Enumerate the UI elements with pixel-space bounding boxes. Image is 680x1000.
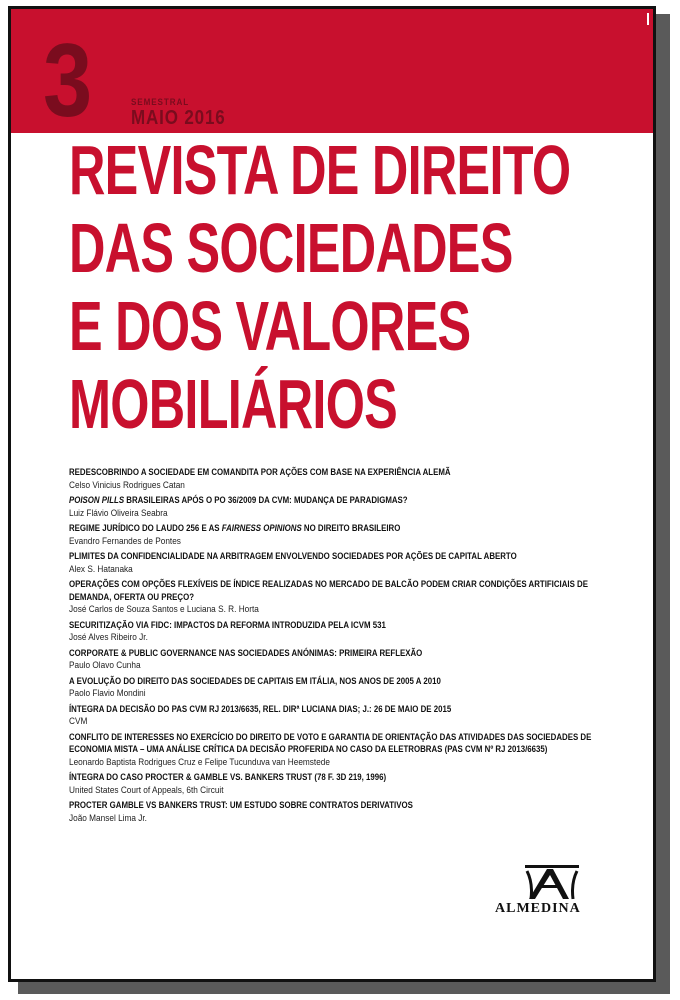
journal-title [69, 131, 656, 443]
toc-title: ÍNTEGRA DA DECISÃO DO PAS CVM RJ 2013/6635, REL. DIRª LUCIANA DIAS; J.: 26 DE MAIO DE 2015 [69, 703, 452, 715]
title-line: REVISTA DE DIREITO [69, 131, 571, 209]
toc-title-start: REGIME JURÍDICO DO LAUDO 256 E AS [69, 523, 222, 534]
toc-title: PLIMITES DA CONFIDENCIALIDADE NA ARBITRAGEM ENVOLVENDO SOCIEDADES POR AÇÕES DE CAPITAL ABERTO [69, 551, 517, 562]
title-line: DAS SOCIEDADES [69, 209, 513, 287]
toc-entry [69, 523, 609, 548]
toc-author: Luiz Flávio Oliveira Seabra [69, 507, 168, 519]
book-cover [8, 6, 656, 982]
toc-author: CVM [69, 716, 88, 728]
toc-title-italic: FAIRNESS OPINIONS [221, 523, 302, 534]
toc-author: Celso Vinicius Rodrigues Catan [69, 479, 185, 491]
toc-entry [69, 732, 609, 770]
toc-entry [69, 495, 609, 520]
toc-entry [69, 620, 609, 645]
toc-author: José Carlos de Souza Santos e Luciana S. R. Horta [69, 604, 259, 616]
toc-title: REDESCOBRINDO A SOCIEDADE EM COMANDITA POR AÇÕES COM BASE NA EXPERIÊNCIA ALEMÃ [69, 467, 451, 478]
toc-title: ÍNTEGRA DO CASO PROCTER & GAMBLE VS. BANKERS TRUST (78 F. 3D 219, 1996) [69, 772, 387, 784]
toc-entry [69, 467, 609, 492]
toc-title: OPERAÇÕES COM OPÇÕES FLEXÍVEIS DE ÍNDICE REALIZADAS NO MERCADO DE BALCÃO PODEM CRIAR CONDIÇÕES ARTIFICIAIS DE DEMANDA, OFERTA OU PREÇO? [69, 579, 588, 603]
toc-entry [69, 579, 609, 617]
toc-title [69, 495, 609, 508]
toc-author: João Mansel Lima Jr. [69, 812, 147, 824]
toc-author: José Alves Ribeiro Jr. [69, 632, 148, 644]
issue-number: 3 [43, 23, 93, 139]
toc-entry [69, 551, 609, 576]
toc-title: A EVOLUÇÃO DO DIREITO DAS SOCIEDADES DE CAPITAIS EM ITÁLIA, NOS ANOS DE 2005 A 2010 [69, 675, 441, 687]
toc-title: PROCTER GAMBLE VS BANKERS TRUST: UM ESTUDO SOBRE CONTRATOS DERIVATIVOS [69, 800, 413, 812]
toc-entry [69, 772, 609, 797]
issue-date: MAIO 2016 [131, 107, 226, 129]
publisher-name: ALMEDINA [495, 901, 581, 916]
toc-entry [69, 800, 609, 825]
toc-title: CONFLITO DE INTERESSES NO EXERCÍCIO DO DIREITO DE VOTO E GARANTIA DE ORIENTAÇÃO DAS ATIVIDADES DAS SOCIEDADES DE ECONOMIA MISTA – UMA ANÁLISE CRÍTICA DA DECISÃO PROFERIDA NO CASO DA ELETROBRAS (PAS CVM Nº RJ 2013/6635) [69, 731, 592, 756]
toc-title: CORPORATE & PUBLIC GOVERNANCE NAS SOCIEDADES ANÓNIMAS: PRIMEIRA REFLEXÃO [69, 647, 423, 659]
toc-author: United States Court of Appeals, 6th Circuit [69, 784, 224, 796]
toc-author: Leonardo Baptista Rodrigues Cruz e Felipe Tucunduva van Heemstede [69, 756, 330, 768]
table-of-contents [69, 467, 609, 828]
title-line: E DOS VALORES [69, 287, 471, 365]
title-line: MOBILIÁRIOS [69, 365, 398, 443]
toc-author: Paolo Flavio Mondini [69, 688, 146, 700]
issue-period: SEMESTRAL [131, 97, 190, 107]
toc-title-italic: POISON PILLS [69, 495, 125, 506]
header-band [11, 9, 653, 139]
toc-title-rest: BRASILEIRAS APÓS O PO 36/2009 DA CVM: MUDANÇA DE PARADIGMAS? [124, 495, 408, 506]
toc-entry [69, 676, 609, 701]
toc-entry [69, 648, 609, 673]
toc-author: Evandro Fernandes de Pontes [69, 535, 181, 547]
toc-author: Alex S. Hatanaka [69, 563, 133, 575]
toc-author: Paulo Olavo Cunha [69, 660, 141, 672]
band-tick [647, 13, 649, 25]
toc-title-end: NO DIREITO BRASILEIRO [301, 523, 401, 534]
toc-title [69, 523, 609, 536]
toc-entry [69, 704, 609, 729]
toc-title: SECURITIZAÇÃO VIA FIDC: IMPACTOS DA REFORMA INTRODUZIDA PELA ICVM 531 [69, 619, 386, 631]
